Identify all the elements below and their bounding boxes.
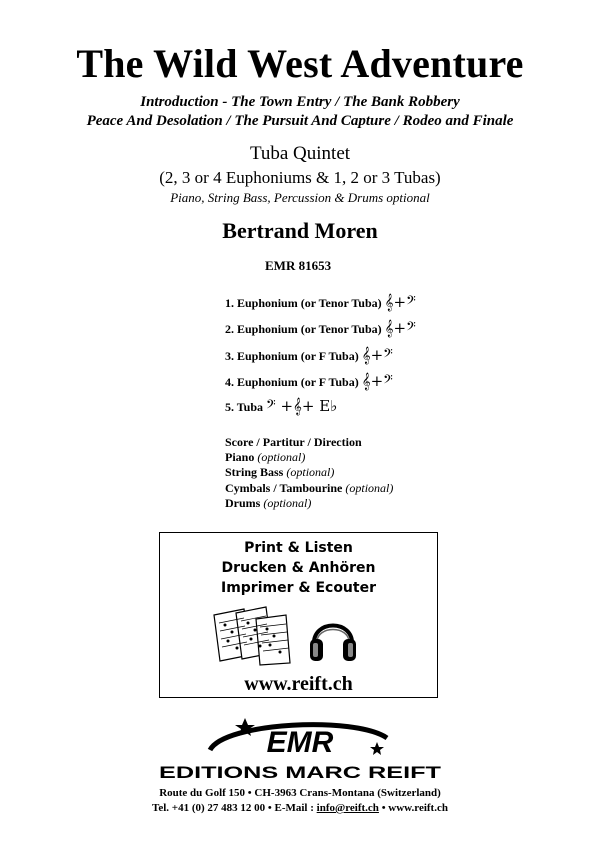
publisher-address: Route du Golf 150 • CH-3963 Crans-Montana (Switzerland) [159,787,441,799]
part-label: 4. Euphonium (or F Tuba) [225,375,359,389]
clef-icon: 𝄞+𝄢 [361,346,393,364]
sheet-music-icon [210,605,294,667]
part-1 [225,294,416,311]
part-4 [225,373,393,390]
extra-note: (optional) [286,465,335,479]
extra-cymbals [225,481,393,496]
part-label: 1. Euphonium (or Tenor Tuba) [225,296,382,310]
movements-line-1: Introduction - The Town Entry / The Bank Robbery [140,94,460,110]
emr-logo-mark: EMR [266,726,334,759]
extra-name: Piano [225,450,255,464]
extra-name: Score / Partitur / Direction [225,435,362,449]
part-2 [225,320,416,337]
extra-piano [225,450,305,465]
promo-line-english: Print & Listen [244,540,353,556]
movements-line-2: Peace And Desolation / The Pursuit And Capture / Rodeo and Finale [86,113,514,129]
contact-phone: Tel. +41 (0) 27 483 12 00 • E-Mail : [152,802,317,814]
email-link[interactable]: info@reift.ch [316,802,379,814]
part-label: 2. Euphonium (or Tenor Tuba) [225,322,382,336]
clef-icon: 𝄞+𝄢 [384,293,416,311]
ensemble-type: Tuba Quintet [249,143,351,164]
headphones-icon [308,607,358,665]
clef-icon: 𝄢 +𝄞+ E♭ [266,397,338,415]
extra-note: (optional) [345,481,394,495]
print-listen-box [159,532,438,698]
page-title: The Wild West Adventure [76,41,524,86]
contact-website[interactable]: • www.reift.ch [378,802,448,814]
clef-icon: 𝄞+𝄢 [384,319,416,337]
promo-line-french: Imprimer & Ecouter [220,580,376,596]
extra-score [225,435,362,450]
extra-name: Cymbals / Tambourine [225,481,343,495]
composer-name: Bertrand Moren [222,218,378,243]
clef-icon: 𝄞+𝄢 [361,372,393,390]
catalog-number: EMR 81653 [265,258,332,273]
part-label: 5. Tuba [225,400,264,414]
emr-logo [155,716,445,782]
publisher-contact [0,801,600,815]
extra-drums [225,496,311,511]
instrumentation: (2, 3 or 4 Euphoniums & 1, 2 or 3 Tubas) [159,168,441,187]
optional-instruments-note: Piano, String Bass, Percussion & Drums optional [170,190,430,205]
extra-note: (optional) [257,450,306,464]
part-3 [225,347,393,364]
extra-string-bass [225,465,334,480]
promo-line-german: Drucken & Anhören [221,560,376,576]
part-label: 3. Euphonium (or F Tuba) [225,349,359,363]
extra-name: Drums [225,496,261,510]
extra-name: String Bass [225,465,284,479]
website-link[interactable]: www.reift.ch [244,673,353,695]
extra-note: (optional) [263,496,312,510]
publisher-name: EDITIONS MARC REIFT [159,763,442,782]
part-5 [225,398,337,415]
